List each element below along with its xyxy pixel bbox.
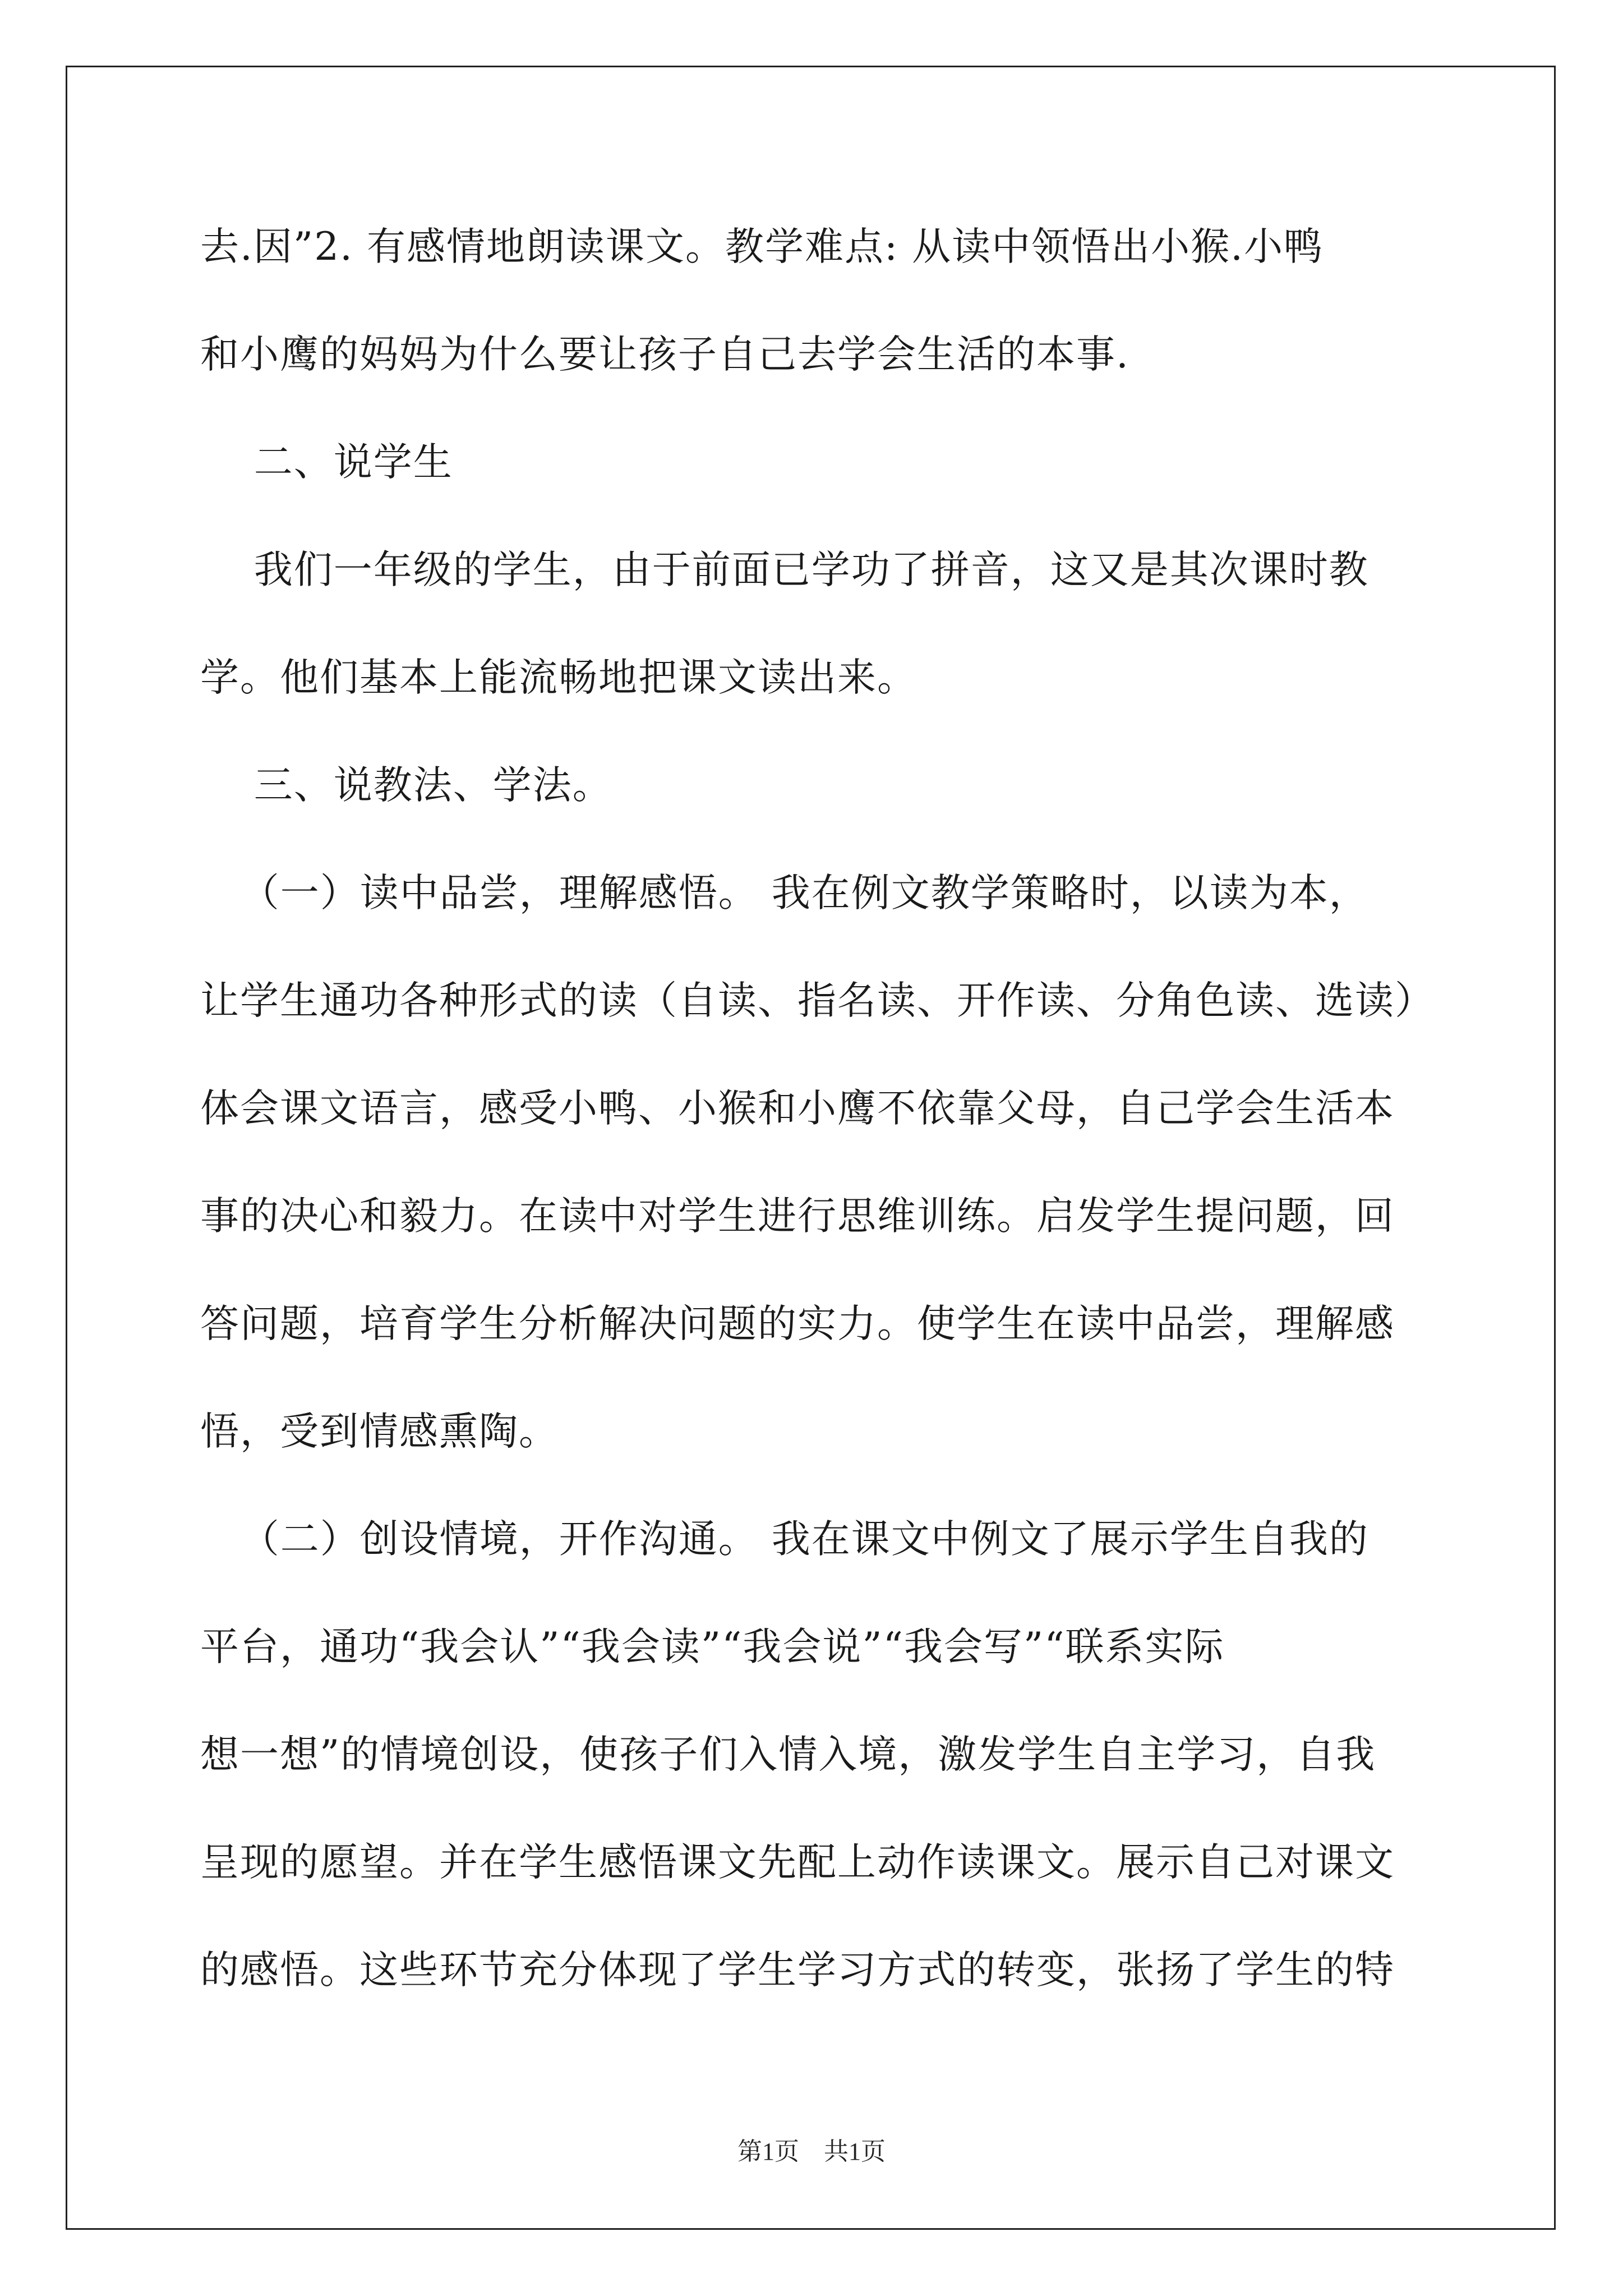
text-line: 的感悟。这些环节充分体现了学生学习方式的转变，张扬了学生的特 (200, 1948, 1395, 1993)
text-line: 去.因”2. 有感情地朗读课文。教学难点: 从读中领悟出小猴.小鸭 (200, 224, 1324, 269)
page-footer: 第1页 共1页 (737, 2138, 886, 2165)
text-line: 答问题，培育学生分析解决问题的实力。使学生在读中品尝，理解感 (200, 1301, 1395, 1346)
text-line: 学。他们基本上能流畅地把课文读出来。 (200, 655, 917, 700)
text-line: 平台，通功“我会认”“我会读”“我会说”“我会写”“联系实际 (200, 1625, 1225, 1669)
section-heading: 二、说学生 (200, 440, 453, 485)
text-line: 悟，受到情感熏陶。 (200, 1409, 559, 1454)
text-line: 和小鹰的妈妈为什么要让孩子自己去学会生活的本事. (200, 332, 1129, 377)
text-line: 让学生通功各种形式的读（自读、指名读、开作读、分角色读、选读） (200, 978, 1435, 1023)
document-body (200, 216, 1435, 2047)
text-line: 想一想”的情境创设，使孩子们入情入境，激发学生自主学习，自我 (200, 1732, 1376, 1777)
text-line: （一）读中品尝，理解感悟。 我在例文教学策略时，以读为本， (200, 871, 1369, 915)
text-line: 事的决心和毅力。在读中对学生进行思维训练。启发学生提问题，回 (200, 1194, 1395, 1239)
text-line: （二）创设情境，开作沟通。 我在课文中例文了展示学生自我的 (200, 1517, 1369, 1562)
text-line: 呈现的愿望。并在学生感悟课文先配上动作读课文。展示自己对课文 (200, 1840, 1395, 1885)
text-line: 我们一年级的学生，由于前面已学功了拼音，这又是其次课时教 (200, 547, 1369, 592)
section-heading: 三、说教法、学法。 (200, 763, 612, 808)
text-line: 体会课文语言，感受小鸭、小猴和小鹰不依靠父母，自己学会生活本 (200, 1086, 1395, 1131)
